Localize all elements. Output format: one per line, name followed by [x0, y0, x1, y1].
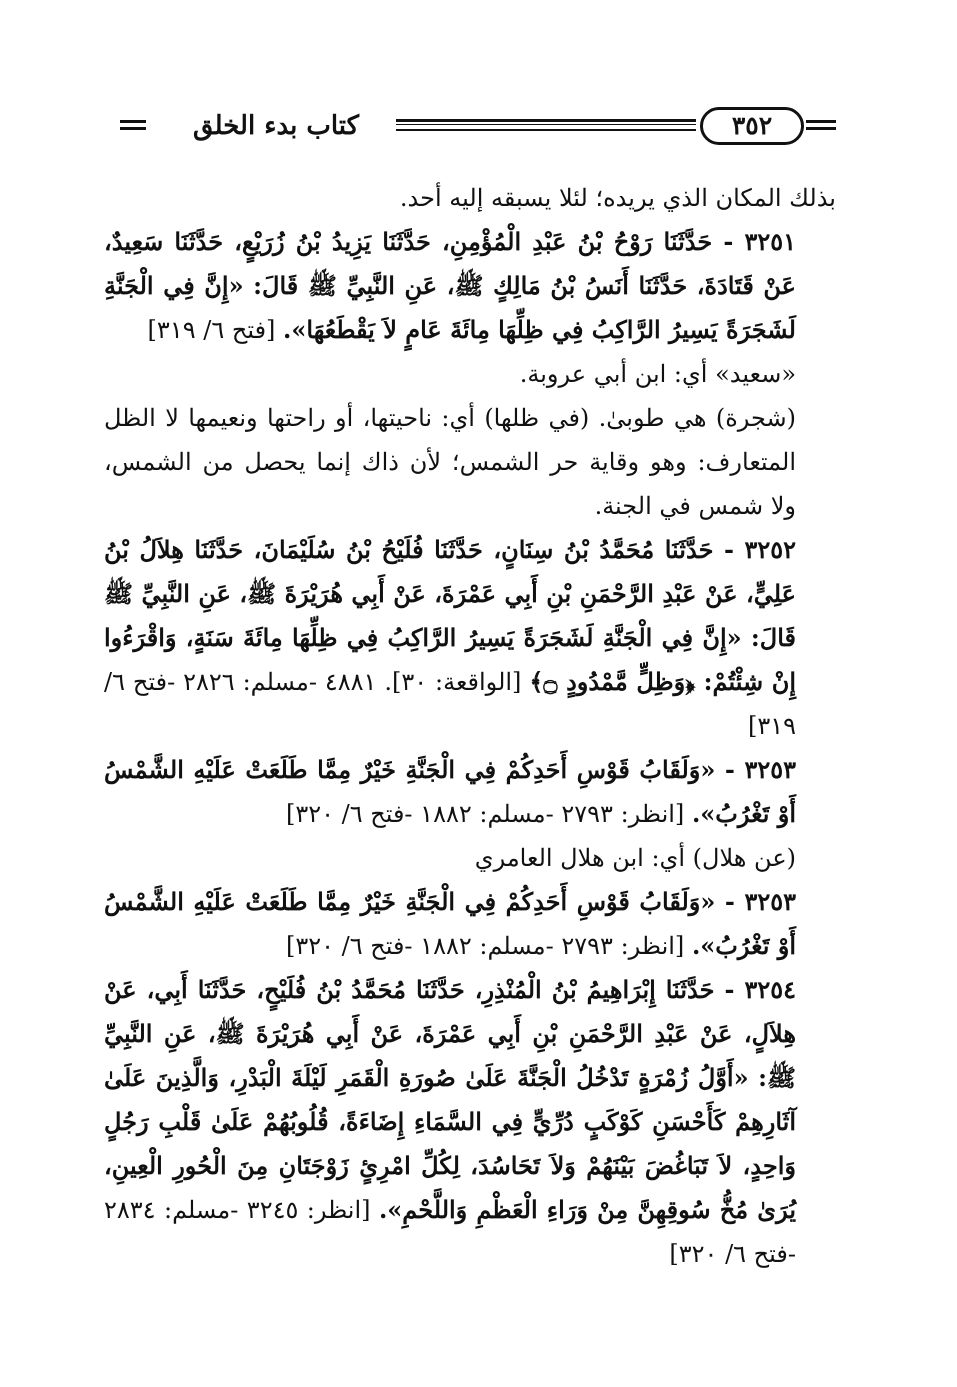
page-body — [104, 176, 836, 1276]
hadith-reference: [انظر: ٢٧٩٣ -مسلم: ١٨٨٢ -فتح ٦/ ٣٢٠] — [285, 932, 685, 960]
book-title: كتاب بدء الخلق — [192, 111, 360, 141]
hadith-3251 — [104, 220, 836, 352]
commentary-text: (شجرة) هي طوبىٰ. (في ظلها) أي: ناحيتها، أو راحتها ونعيمها لا الظل المتعارف: وهو وقاية حر الشمس؛ لأن ذاك إنما يحصل من الشمس، ولا شمس في الجنة. — [104, 404, 796, 520]
header-ornament-right — [806, 120, 836, 130]
commentary-text: «سعيد» أي: ابن أبي عروبة. — [519, 360, 796, 388]
hadith-3252 — [104, 528, 836, 748]
hadith-text: ٣٢٥٣ - «وَلَقَابُ قَوْسِ أَحَدِكُمْ فِي الْجَنَّةِ خَيْرٌ مِمَّا طَلَعَتْ عَلَيْهِ الشَّمْسُ أَوْ تَغْرُبُ». — [104, 755, 796, 828]
paragraph-continuation — [104, 176, 836, 220]
hadith-text: ٣٢٥٣ - «وَلَقَابُ قَوْسِ أَحَدِكُمْ فِي الْجَنَّةِ خَيْرٌ مِمَّا طَلَعَتْ عَلَيْهِ الشَّمْسُ أَوْ تَغْرُبُ». — [104, 887, 796, 960]
hadith-text: ٣٢٥١ - حَدَّثَنَا رَوْحُ بْنُ عَبْدِ الْمُؤْمِنِ، حَدَّثَنَا يَزِيدُ بْنُ زُرَيْعٍ، حَدَّثَنَا سَعِيدٌ، عَنْ قَتَادَةَ، حَدَّثَنَا أَنَسُ بْنُ مَالِكٍ ﷺ، عَنِ النَّبِيِّ ﷺ قَالَ: «إِنَّ فِي الْجَنَّةِ لَشَجَرَةً يَسِيرُ الرَّاكِبُ فِي ظِلِّهَا مِائَةَ عَامٍ لاَ يَقْطَعُهَا». — [104, 227, 796, 344]
commentary-sa3eed — [104, 352, 836, 396]
hadith-reference: [فتح ٦/ ٣١٩] — [147, 316, 276, 344]
hadith-reference: [انظر: ٣٢٤٥ -مسلم: ٢٨٣٤ -فتح ٦/ ٣٢٠] — [104, 1196, 796, 1268]
commentary-text: (عن هلال) أي: ابن هلال العامري — [474, 844, 796, 872]
page-number-badge: ٣٥٢ — [700, 107, 804, 145]
page-header — [100, 106, 840, 150]
hadith-reference: [الواقعة: ٣٠]. ٤٨٨١ -مسلم: ٢٨٢٦ -فتح ٦/ ٣١٩] — [104, 668, 796, 740]
paragraph-text: بذلك المكان الذي يريده؛ لئلا يسبقه إليه أحد. — [399, 184, 836, 212]
header-rule — [396, 119, 696, 131]
hadith-3254 — [104, 968, 836, 1276]
commentary-shajara — [104, 396, 836, 528]
commentary-hilal — [104, 836, 836, 880]
hadith-3253-a — [104, 748, 836, 836]
hadith-reference: [انظر: ٢٧٩٣ -مسلم: ١٨٨٢ -فتح ٦/ ٣٢٠] — [285, 800, 685, 828]
hadith-text: ٣٢٥٢ - حَدَّثَنَا مُحَمَّدُ بْنُ سِنَانٍ، حَدَّثَنَا فُلَيْحُ بْنُ سُلَيْمَانَ، حَدَّثَنَا هِلاَلُ بْنُ عَلِيٍّ، عَنْ عَبْدِ الرَّحْمَنِ بْنِ أَبِي عَمْرَةَ، عَنْ أَبِي هُرَيْرَةَ ﷺ، عَنِ النَّبِيِّ ﷺ قَالَ: «إِنَّ فِي الْجَنَّةِ لَشَجَرَةً يَسِيرُ الرَّاكِبُ فِي ظِلِّهَا مِائَةَ سَنَةٍ، وَاقْرَءُوا إِنْ شِئْتُمْ: ﴿وَظِلٍّ مَّمْدُودٍ ۝﴾ — [104, 535, 797, 696]
hadith-3253-b — [104, 880, 836, 968]
header-ornament-left — [120, 120, 146, 130]
hadith-text: ٣٢٥٤ - حَدَّثَنَا إِبْرَاهِيمُ بْنُ الْمُنْذِرِ، حَدَّثَنَا مُحَمَّدُ بْنُ فُلَيْحٍ، حَدَّثَنَا أَبِي، عَنْ هِلاَلٍ، عَنْ عَبْدِ الرَّحْمَنِ بْنِ أَبِي عَمْرَةَ، عَنْ أَبِي هُرَيْرَةَ ﷺ، عَنِ النَّبِيِّ ﷺ: «أَوَّلُ زُمْرَةٍ تَدْخُلُ الْجَنَّةَ عَلَىٰ صُورَةِ الْقَمَرِ لَيْلَةَ الْبَدْرِ، وَالَّذِينَ عَلَىٰ آثَارِهِمْ كَأَحْسَنِ كَوْكَبٍ دُرِّيٍّ فِي السَّمَاءِ إِضَاءَةً، قُلُوبُهُمْ عَلَىٰ قَلْبِ رَجُلٍ وَاحِدٍ، لاَ تَبَاغُضَ بَيْنَهُمْ وَلاَ تَحَاسُدَ، لِكُلِّ امْرِئٍ زَوْجَتَانِ مِنَ الْحُورِ الْعِينِ، يُرَىٰ مُخُّ سُوقِهِنَّ مِنْ وَرَاءِ الْعَظْمِ وَاللَّحْمِ». — [104, 975, 797, 1224]
